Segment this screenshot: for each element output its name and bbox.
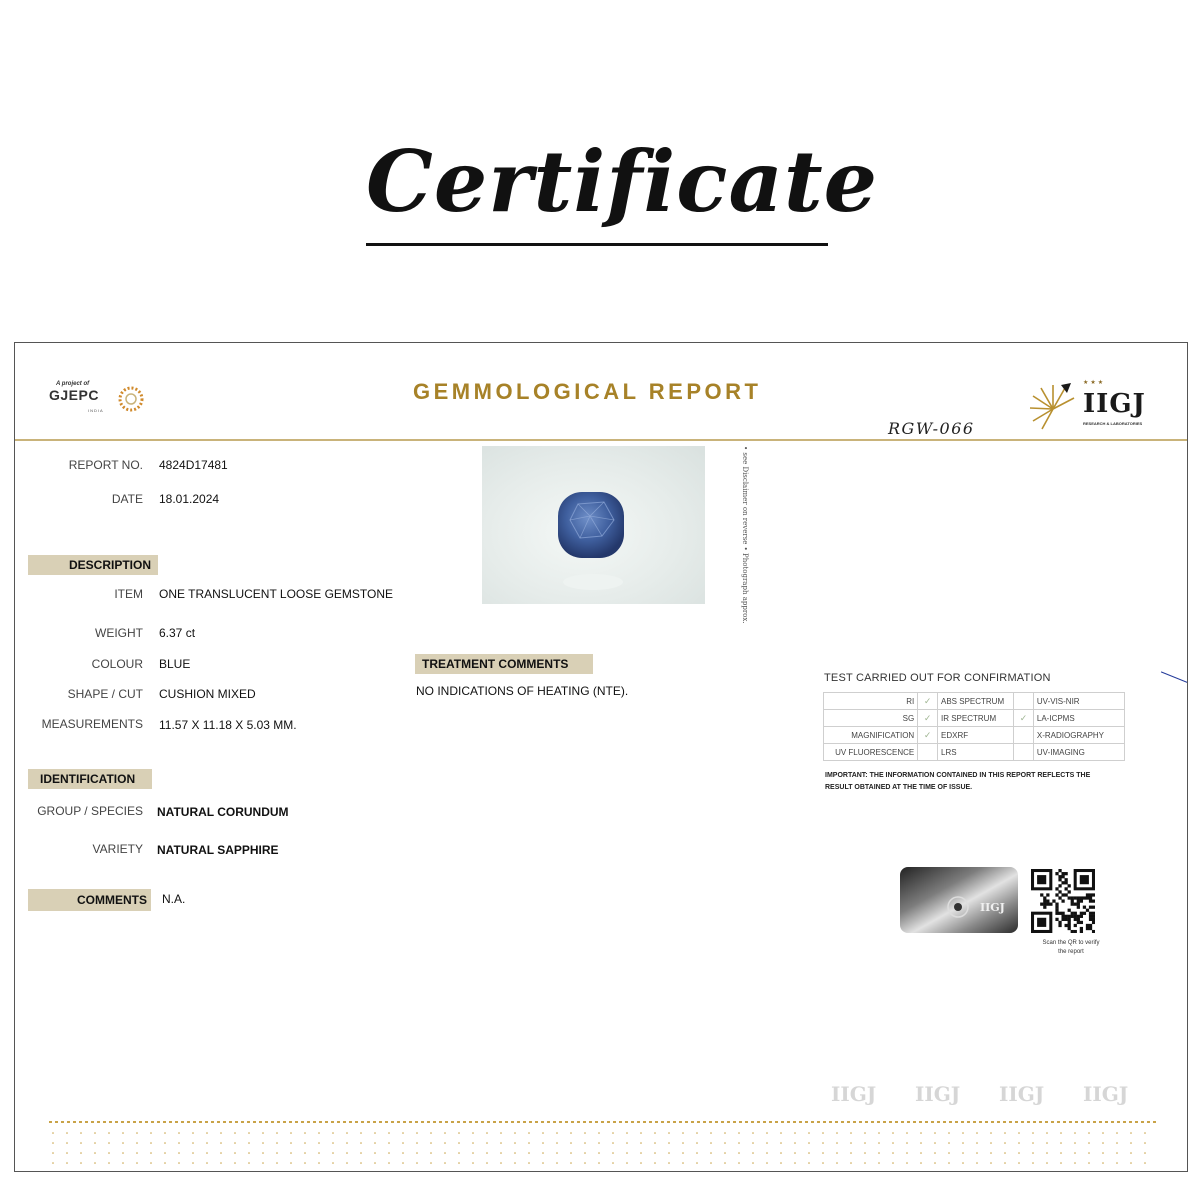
shape-cut-value: CUSHION MIXED: [159, 687, 256, 701]
report-title: GEMMOLOGICAL REPORT: [413, 379, 762, 404]
test-check: [1014, 727, 1034, 744]
treatment-tag: TREATMENT COMMENTS: [415, 654, 593, 674]
comments-tag: COMMENTS: [28, 889, 151, 911]
date-label: DATE: [111, 492, 143, 506]
test-check: ✓: [1014, 710, 1034, 727]
weight-label: WEIGHT: [95, 626, 143, 640]
test-name: ABS SPECTRUM: [938, 693, 1014, 710]
test-title: TEST CARRIED OUT FOR CONFIRMATION: [824, 672, 1051, 684]
measurements-label: MEASUREMENTS: [41, 717, 143, 731]
iigj-watermark: IIGJ: [999, 1082, 1045, 1106]
test-row: [824, 744, 1125, 761]
weight-value: 6.37 ct: [159, 626, 196, 640]
iigj-subtitle: RESEARCH & LABORATORIES: [1083, 421, 1143, 426]
test-name: X-RADIOGRAPHY: [1033, 727, 1124, 744]
security-hologram: [900, 867, 1018, 933]
variety-value: NATURAL SAPPHIRE: [157, 843, 279, 857]
page-heading: Certificate: [366, 132, 879, 231]
test-name: RI: [824, 693, 918, 710]
iigj-logo: [1027, 379, 1177, 439]
report-no-label: REPORT NO.: [68, 458, 143, 472]
gjepc-tagline: A project of: [56, 381, 90, 387]
decorative-border-pattern: [49, 1121, 1159, 1167]
item-value: ONE TRANSLUCENT LOOSE GEMSTONE: [159, 587, 394, 601]
group-species-value: NATURAL CORUNDUM: [157, 805, 289, 819]
gjepc-logo: [49, 381, 104, 413]
gjepc-name: GJEPC: [49, 387, 99, 403]
test-name: UV-IMAGING: [1033, 744, 1124, 761]
iigj-watermark: IIGJ: [1083, 1082, 1129, 1106]
sapphire-stone-image: [482, 446, 705, 604]
measurements-value: 11.57 X 11.18 X 5.03 MM.: [159, 718, 297, 732]
gemstone-photo: [482, 446, 705, 604]
iigj-stars: ★★★: [1083, 380, 1106, 386]
test-name: IR SPECTRUM: [938, 710, 1014, 727]
verification-qr-code[interactable]: [1031, 869, 1095, 933]
qr-caption: Scan the QR to verify the report: [1042, 940, 1100, 955]
header-divider: [15, 439, 1188, 441]
iigj-watermark: IIGJ: [915, 1082, 961, 1106]
identification-tag: IDENTIFICATION: [28, 769, 152, 789]
test-name: UV-VIS-NIR: [1033, 693, 1124, 710]
hologram-brand: IIGJ: [980, 901, 1005, 914]
test-name: LRS: [938, 744, 1014, 761]
iigj-brand: IIGJ: [1083, 389, 1146, 419]
comments-value: N.A.: [162, 892, 186, 906]
pen-mark: [1161, 671, 1188, 683]
test-check: [1014, 693, 1034, 710]
test-row: [824, 710, 1125, 727]
test-name: EDXRF: [938, 727, 1014, 744]
test-check: [918, 744, 938, 761]
colour-label: COLOUR: [91, 657, 143, 671]
report-no-value: 4824D17481: [159, 458, 228, 472]
description-tag: DESCRIPTION: [28, 555, 158, 575]
test-name: SG: [824, 710, 918, 727]
test-name: LA-ICPMS: [1033, 710, 1124, 727]
test-row: [824, 693, 1125, 710]
test-check: ✓: [918, 710, 938, 727]
treatment-value: NO INDICATIONS OF HEATING (NTE).: [416, 684, 629, 698]
date-value: 18.01.2024: [159, 492, 220, 506]
handwritten-reference: RGW-066: [888, 419, 975, 438]
gemmological-report-card: [14, 342, 1188, 1172]
iigj-watermark: IIGJ: [831, 1082, 877, 1106]
test-table: [823, 692, 1125, 761]
group-species-label: GROUP / SPECIES: [37, 804, 143, 818]
gjepc-country: INDIA: [88, 408, 104, 413]
gjepc-emblem-icon: [118, 386, 144, 412]
test-check: ✓: [918, 727, 938, 744]
colour-value: BLUE: [159, 657, 191, 671]
important-label: IMPORTANT:: [825, 772, 868, 779]
test-row: [824, 727, 1125, 744]
test-check: ✓: [918, 693, 938, 710]
photo-disclaimer: • see Disclaimer on reverse • Photograph approx.: [741, 446, 749, 624]
important-text: THE INFORMATION CONTAINED IN THIS REPORT REFLECTS THE RESULT OBTAINED AT THE TIME OF ISSUE.: [825, 772, 1091, 791]
test-name: UV FLUORESCENCE: [824, 744, 918, 761]
important-note: [825, 770, 1105, 794]
shape-cut-label: SHAPE / CUT: [67, 687, 143, 701]
test-name: MAGNIFICATION: [824, 727, 918, 744]
test-check: [1014, 744, 1034, 761]
item-label: ITEM: [114, 587, 143, 601]
iigj-sunburst-icon: [1027, 379, 1079, 431]
variety-label: VARIETY: [92, 842, 143, 856]
heading-underline: [366, 243, 828, 246]
